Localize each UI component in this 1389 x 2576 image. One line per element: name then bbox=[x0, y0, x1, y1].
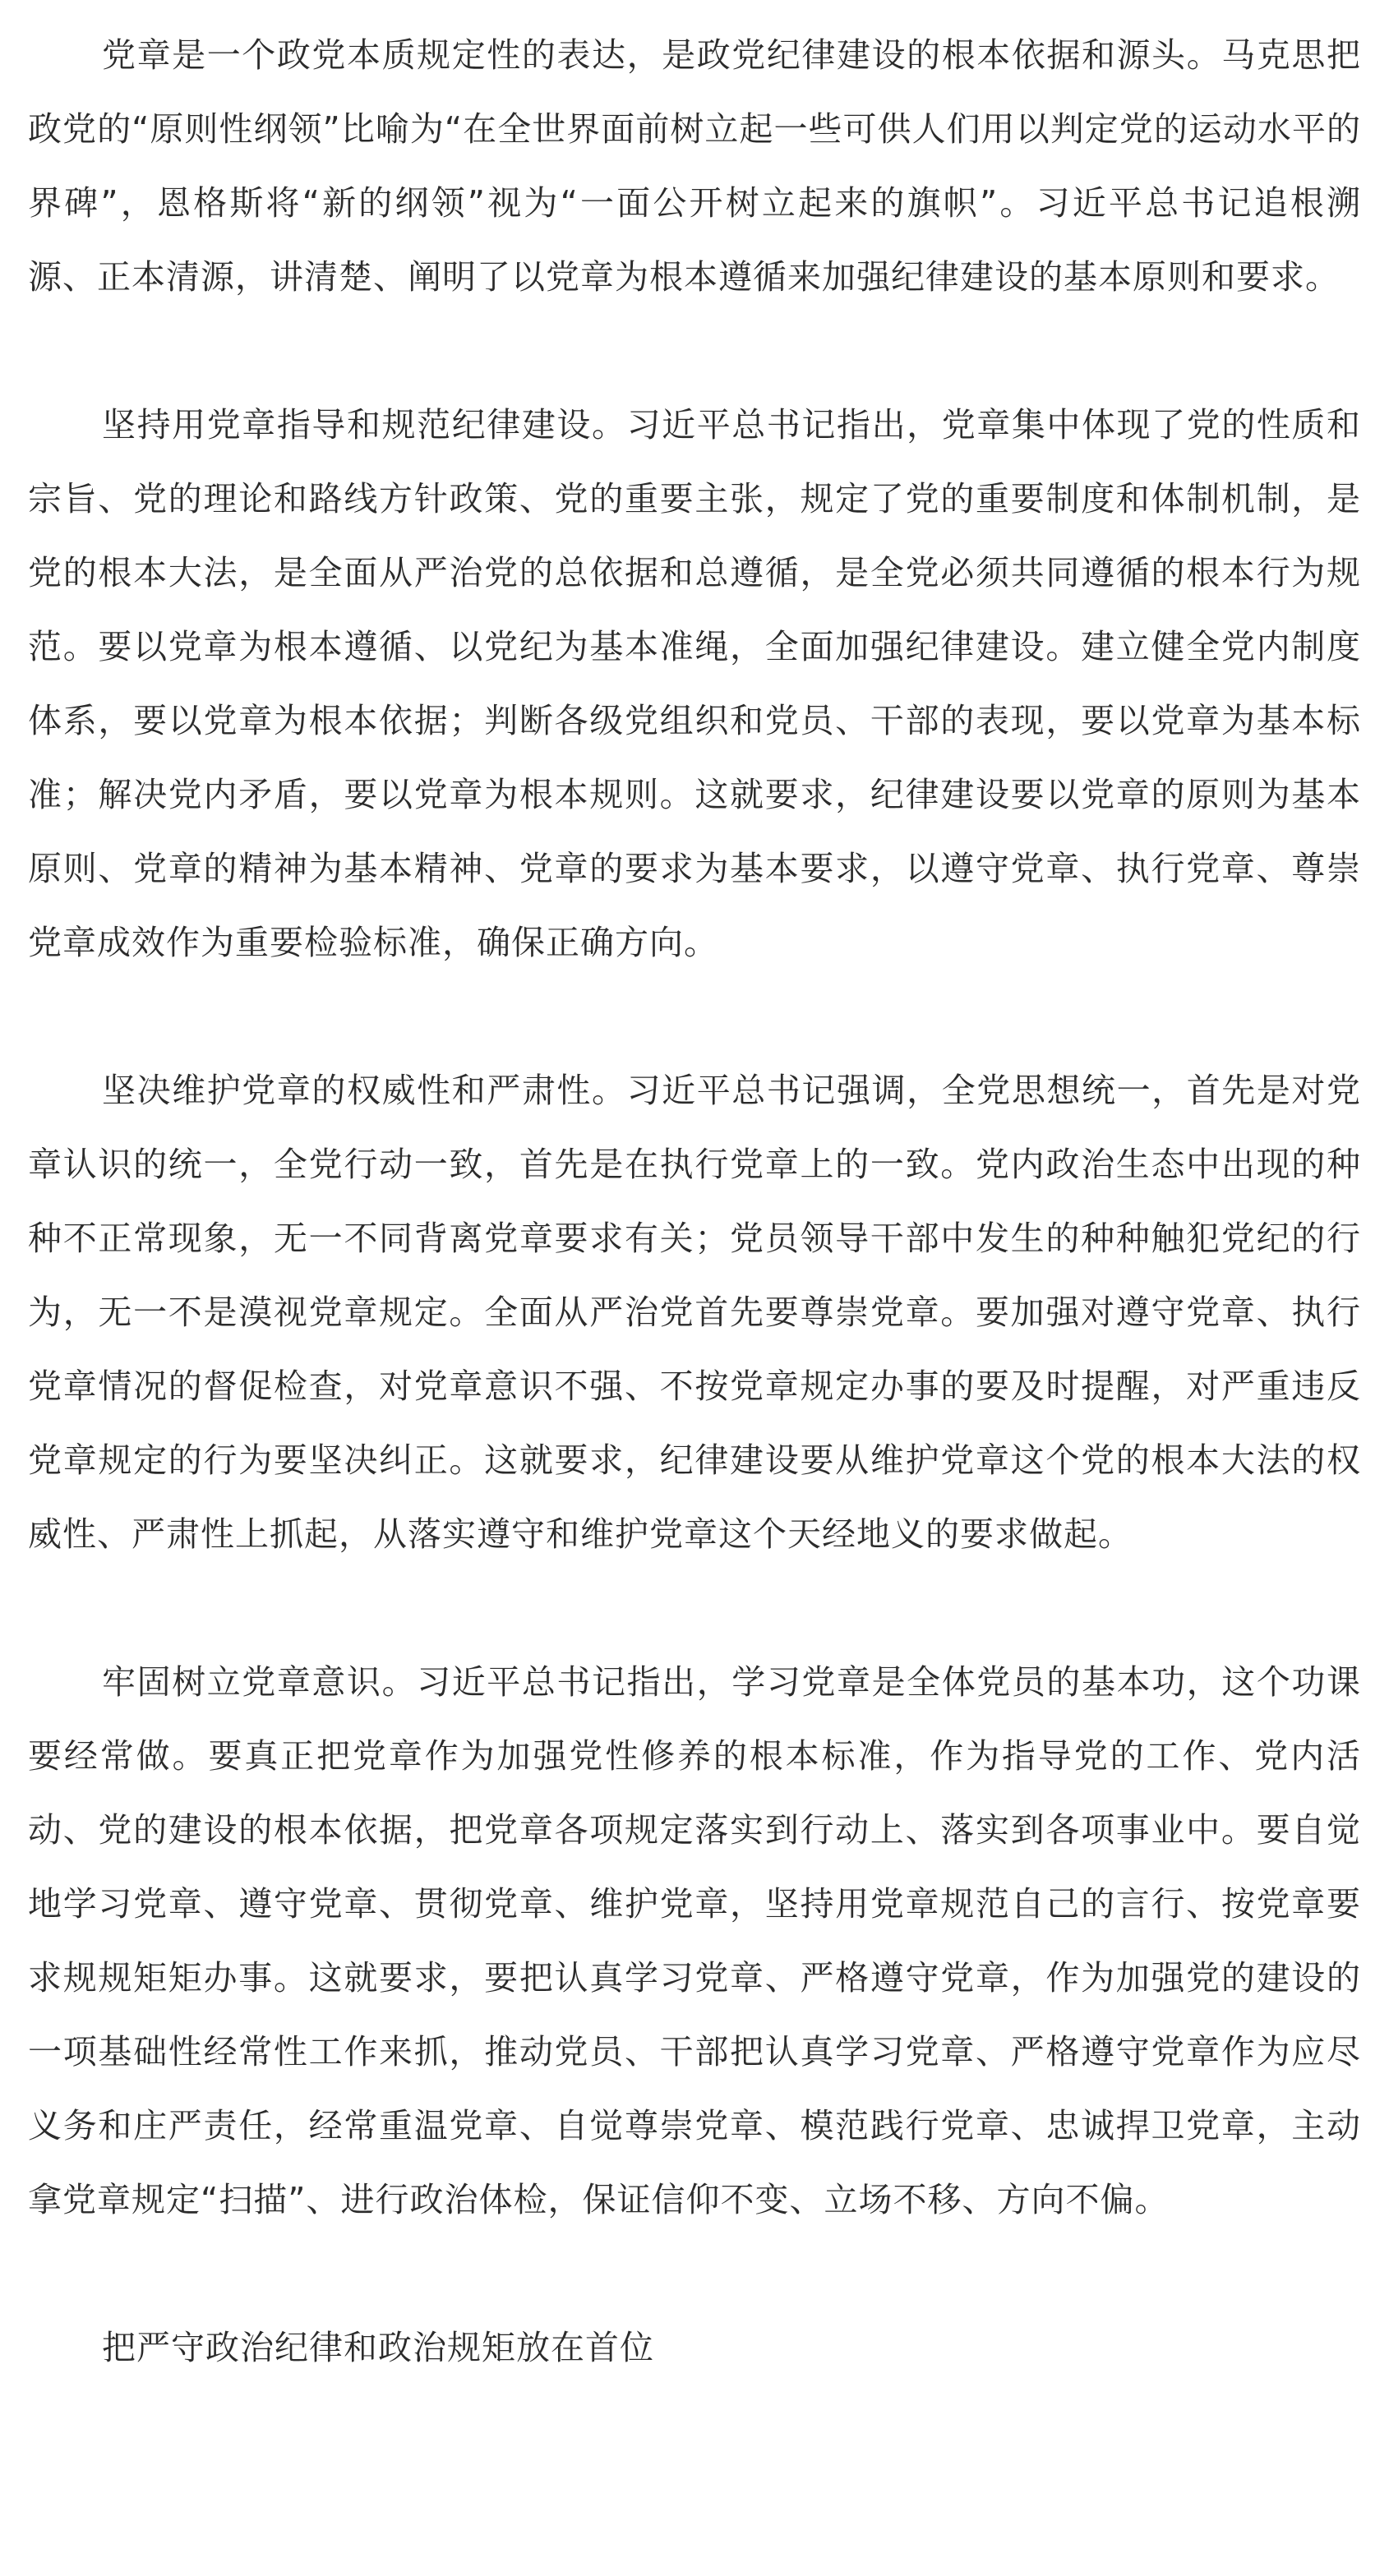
paragraph-intro: 党章是一个政党本质规定性的表达，是政党纪律建设的根本依据和源头。马克思把政党的“原则性纲领”比喻为“在全世界面前树立起一些可供人们用以判定党的运动水平的界碑”，恩格斯将“新的纲领”视为“一面公开树立起来的旗帜”。习近平总书记追根溯源、正本清源，讲清楚、阐明了以党章为根本遵循来加强纪律建设的基本原则和要求。 bbox=[28, 35, 1361, 297]
paragraph-section-heading: 把严守政治纪律和政治规矩放在首位 bbox=[102, 2328, 654, 2367]
paragraph-guide-discipline: 坚持用党章指导和规范纪律建设。习近平总书记指出，党章集中体现了党的性质和宗旨、党的理论和路线方针政策、党的重要主张，规定了党的重要制度和体制机制，是党的根本大法，是全面从严治党的总依据和总遵循，是全党必须共同遵循的根本行为规范。要以党章为根本遵循、以党纪为基本准绳，全面加强纪律建设。建立健全党内制度体系，要以党章为根本依据；判断各级党组织和党员、干部的表现，要以党章为基本标准；解决党内矛盾，要以党章为根本规则。这就要求，纪律建设要以党章的原则为基本原则、党章的精神为基本精神、党章的要求为基本要求，以遵守党章、执行党章、尊崇党章成效作为重要检验标准，确保正确方向。 bbox=[28, 405, 1361, 962]
paragraph-party-constitution-awareness: 牢固树立党章意识。习近平总书记指出，学习党章是全体党员的基本功，这个功课要经常做。要真正把党章作为加强党性修养的根本标准，作为指导党的工作、党内活动、党的建设的根本依据，把党章各项规定落实到行动上、落实到各项事业中。要自觉地学习党章、遵守党章、贯彻党章、维护党章，坚持用党章规范自己的言行、按党章要求规规矩矩办事。这就要求，要把认真学习党章、严格遵守党章，作为加强党的建设的一项基础性经常性工作来抓，推动党员、干部把认真学习党章、严格遵守党章作为应尽义务和庄严责任，经常重温党章、自觉尊崇党章、模范践行党章、忠诚捍卫党章，主动拿党章规定“扫描”、进行政治体检，保证信仰不变、立场不移、方向不偏。 bbox=[28, 1662, 1361, 2219]
paragraph-uphold-authority: 坚决维护党章的权威性和严肃性。习近平总书记强调，全党思想统一，首先是对党章认识的统一，全党行动一致，首先是在执行党章上的一致。党内政治生态中出现的种种不正常现象，无一不同背离党章要求有关；党员领导干部中发生的种种触犯党纪的行为，无一不是漠视党章规定。全面从严治党首先要尊崇党章。要加强对遵守党章、执行党章情况的督促检查，对党章意识不强、不按党章规定办事的要及时提醒，对严重违反党章规定的行为要坚决纠正。这就要求，纪律建设要从维护党章这个党的根本大法的权威性、严肃性上抓起，从落实遵守和维护党章这个天经地义的要求做起。 bbox=[28, 1071, 1361, 1554]
